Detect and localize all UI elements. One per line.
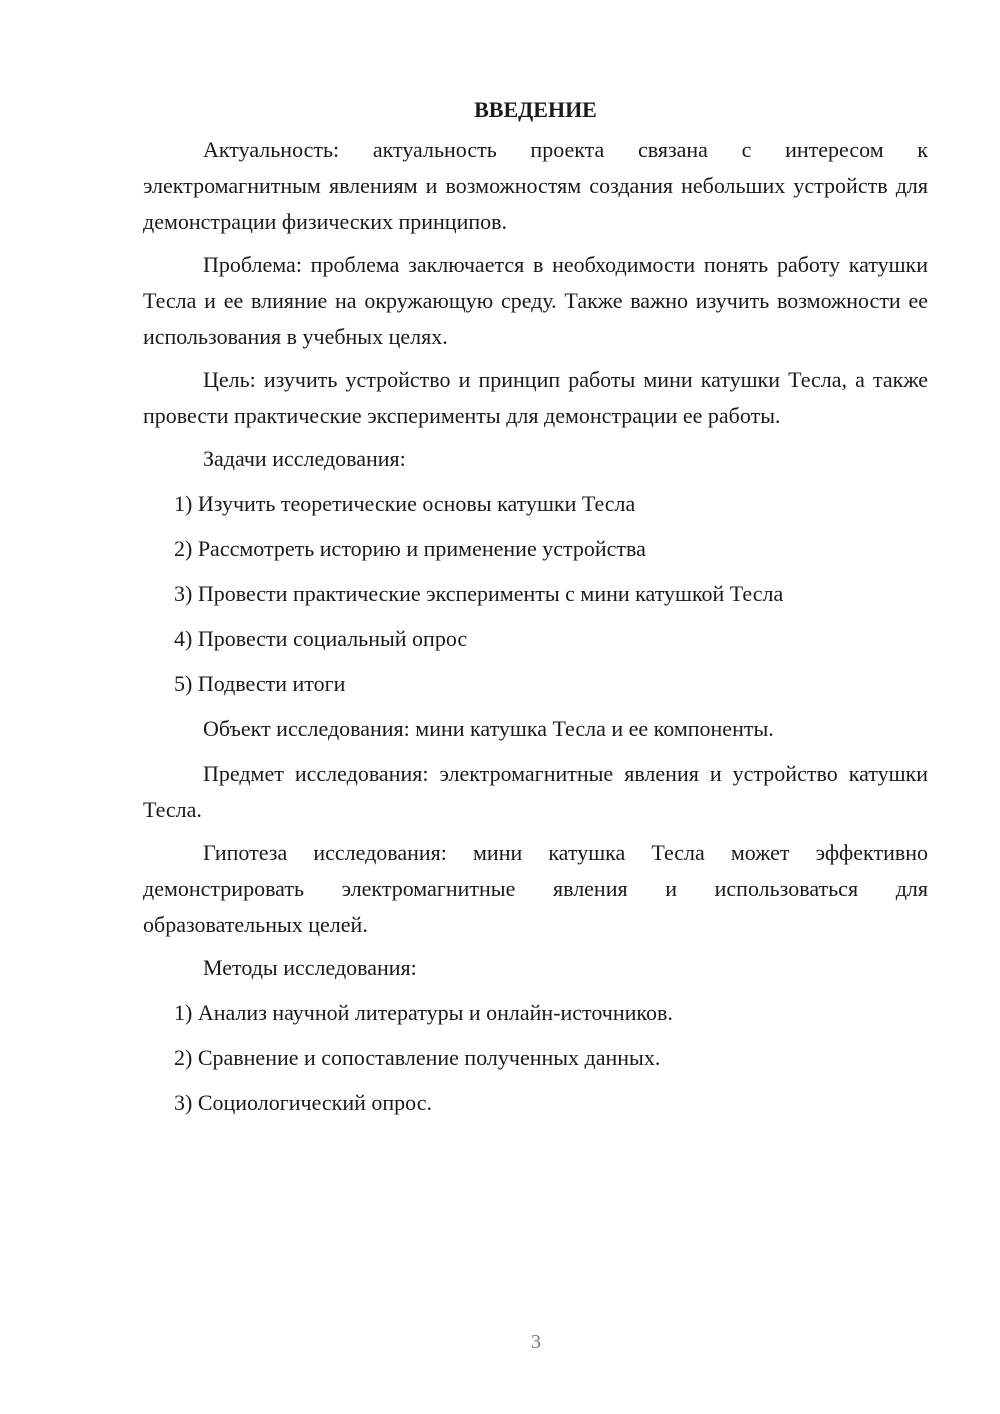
list-item: 3) Провести практические эксперименты с мини катушкой Тесла (174, 581, 784, 606)
paragraph-relevance: Актуальность: актуальность проекта связана с интересом к электромагнитным явлениям и возможностям создания небольших устройств для демонстрации физических принципов. (143, 137, 928, 234)
list-item: 4) Провести социальный опрос (174, 626, 468, 651)
page-number: 3 (531, 1331, 541, 1353)
list-item: 2) Рассмотреть историю и применение устройства (174, 536, 646, 561)
list-item: 1) Анализ научной литературы и онлайн-источников. (174, 1000, 673, 1025)
list-item: 1) Изучить теоретические основы катушки Тесла (174, 491, 636, 516)
list-item: 2) Сравнение и сопоставление полученных данных. (174, 1045, 661, 1070)
tasks-list (143, 486, 928, 702)
list-item: 3) Социологический опрос. (174, 1090, 432, 1115)
paragraph-object: Объект исследования: мини катушка Тесла и ее компоненты. (203, 716, 774, 741)
page-content (143, 92, 928, 1130)
tasks-heading: Задачи исследования: (203, 446, 406, 471)
paragraph-subject: Предмет исследования: электромагнитные явления и устройство катушки Тесла. (143, 761, 928, 822)
methods-heading: Методы исследования: (203, 955, 417, 980)
paragraph-hypothesis: Гипотеза исследования: мини катушка Тесла может эффективно демонстрировать электромагнитные явления и использоваться для образовательных целей. (143, 840, 928, 937)
paragraph-goal: Цель: изучить устройство и принцип работы мини катушки Тесла, а также провести практические эксперименты для демонстрации ее работы. (143, 367, 928, 428)
list-item: 5) Подвести итоги (174, 671, 346, 696)
section-title: ВВЕДЕНИЕ (474, 97, 597, 122)
methods-list (143, 995, 928, 1121)
paragraph-problem: Проблема: проблема заключается в необходимости понять работу катушки Тесла и ее влияние на окружающую среду. Также важно изучить возможности ее использования в учебных целях. (143, 252, 928, 349)
